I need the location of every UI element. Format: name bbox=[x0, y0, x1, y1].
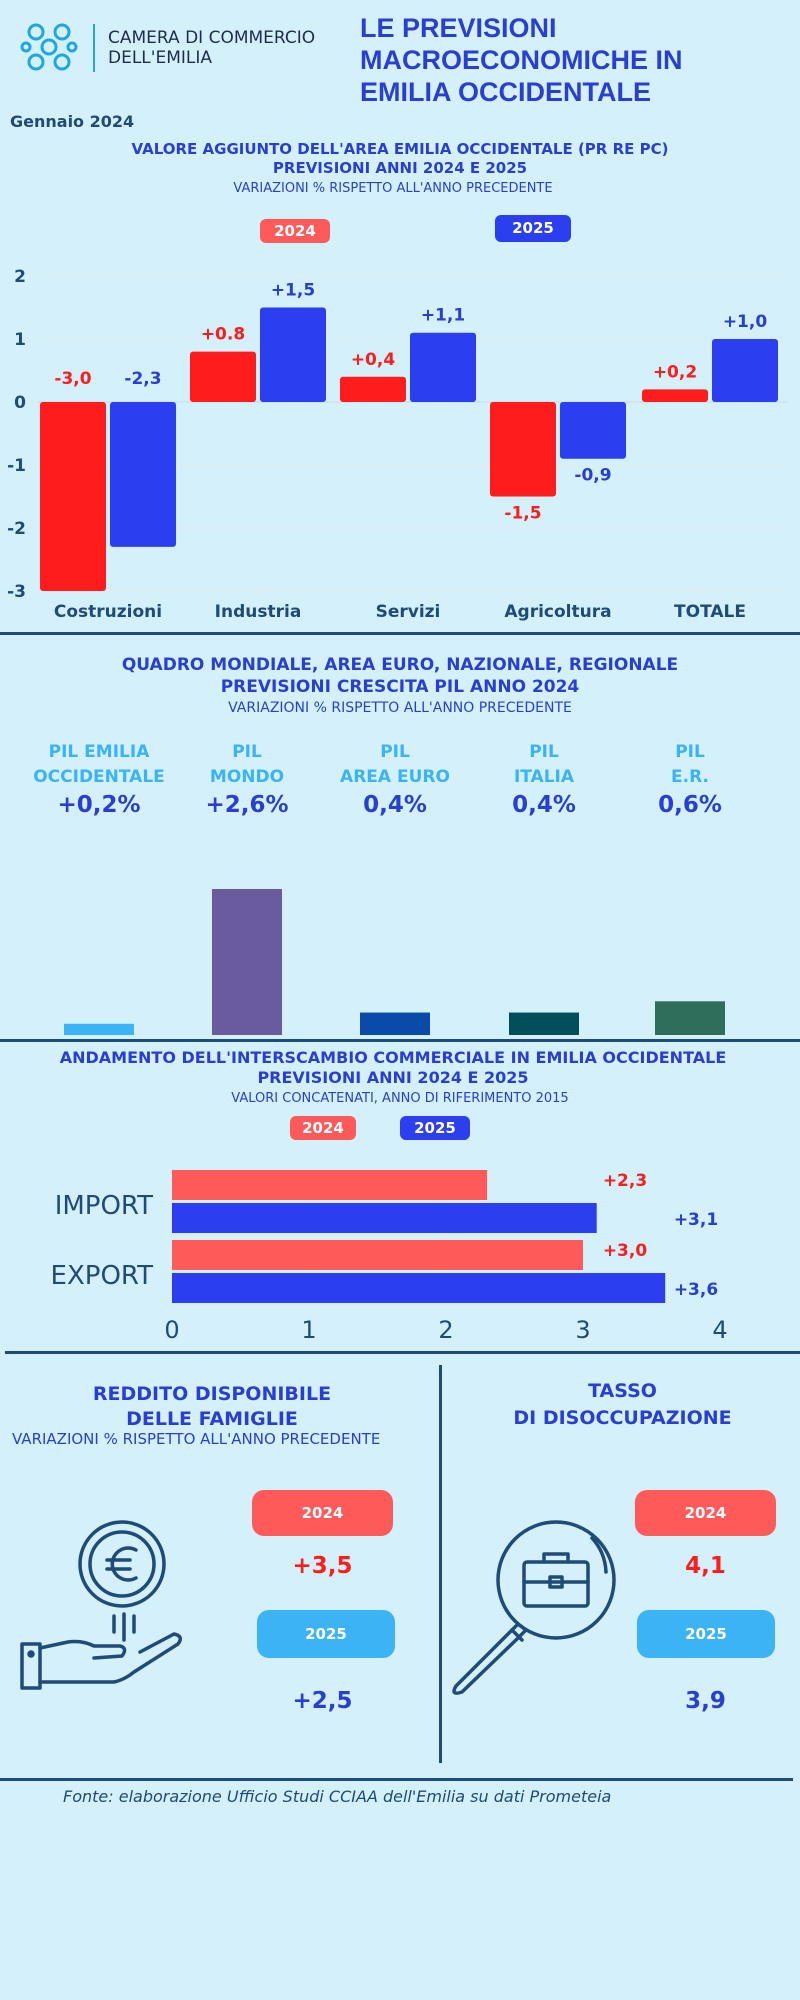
org-name bbox=[108, 28, 315, 68]
page-title-line1: LE PREVISIONI bbox=[360, 13, 557, 43]
gdp-category-label-line: AREA EURO bbox=[340, 767, 450, 787]
section1-title-line2: PREVISIONI ANNI 2024 E 2025 bbox=[272, 159, 528, 177]
bar-2024-costruzioni bbox=[40, 402, 106, 591]
value-added-chart bbox=[0, 250, 800, 630]
gdp-category-label-line: PIL bbox=[675, 742, 705, 762]
section1-title bbox=[0, 140, 800, 178]
page-title-line3: EMILIA OCCIDENTALE bbox=[360, 77, 651, 107]
page-title-line2: MACROECONOMICHE IN bbox=[360, 45, 683, 75]
gdp-value-label: +0,2% bbox=[57, 792, 141, 818]
gdp-category-label-line: PIL bbox=[380, 742, 410, 762]
gdp-category-label-line: MONDO bbox=[209, 767, 285, 787]
reddito-title-line1: REDDITO DISPONIBILE bbox=[92, 1383, 332, 1405]
data-label: +0,2 bbox=[652, 362, 698, 383]
section2-title bbox=[0, 654, 800, 698]
bar-2025-industria bbox=[260, 308, 326, 403]
trade-bar-2025-export bbox=[172, 1273, 665, 1303]
bar-2025-servizi bbox=[410, 333, 476, 402]
y-tick-label: -1 bbox=[7, 456, 26, 476]
gdp-bar bbox=[212, 889, 282, 1035]
x-tick-label: 4 bbox=[712, 1316, 728, 1344]
legend-2025: 2025 bbox=[495, 215, 571, 242]
y-category-label: IMPORT bbox=[54, 1191, 153, 1221]
trade-bar-2025-import bbox=[172, 1203, 597, 1233]
bar-2024-agricoltura bbox=[490, 402, 556, 497]
gdp-bar bbox=[360, 1013, 430, 1035]
trade-bar-2024-export bbox=[172, 1240, 583, 1270]
bar-2025-agricoltura bbox=[560, 402, 626, 459]
legend-2024: 2024 bbox=[260, 219, 330, 243]
tasso-title-line1: TASSO bbox=[588, 1380, 657, 1402]
tasso-title-line2: DI DISOCCUPAZIONE bbox=[513, 1407, 732, 1429]
tasso-value-2025: 3,9 bbox=[685, 1688, 726, 1714]
y-tick-label: 2 bbox=[14, 267, 26, 287]
data-label: -0,9 bbox=[574, 465, 612, 486]
reddito-subtitle: VARIAZIONI % RISPETTO ALL'ANNO PRECEDENTE bbox=[12, 1430, 381, 1448]
page-title bbox=[360, 12, 683, 108]
bar-2025-totale bbox=[712, 339, 778, 402]
gdp-growth-chart bbox=[0, 840, 800, 1040]
gdp-category-label-line: PIL bbox=[529, 742, 559, 762]
data-label: +1,5 bbox=[270, 280, 316, 301]
bar-2024-totale bbox=[642, 389, 708, 402]
section3-title-line1: ANDAMENTO DELL'INTERSCAMBIO COMMERCIALE IN EMILIA OCCIDENTALE bbox=[59, 1048, 727, 1067]
x-category-label: Costruzioni bbox=[53, 602, 163, 622]
x-tick-label: 1 bbox=[301, 1316, 317, 1344]
x-category-label: TOTALE bbox=[674, 602, 746, 622]
gdp-value-label: 0,4% bbox=[512, 792, 576, 818]
gdp-bar bbox=[509, 1013, 579, 1035]
y-tick-label: -3 bbox=[7, 582, 26, 602]
trade-legend-2025: 2025 bbox=[400, 1116, 470, 1140]
reddito-label-2024: 2024 bbox=[252, 1490, 393, 1536]
vertical-divider bbox=[439, 1365, 442, 1763]
data-label: -2,3 bbox=[124, 369, 162, 389]
bar-2024-servizi bbox=[340, 377, 406, 402]
data-label: +3,0 bbox=[602, 1241, 648, 1261]
divider-4 bbox=[0, 1778, 793, 1781]
section3-subtitle: VALORI CONCATENATI, ANNO DI RIFERIMENTO 2015 bbox=[231, 1091, 569, 1106]
report-date: Gennaio 2024 bbox=[10, 112, 135, 131]
section2-title-line1: QUADRO MONDIALE, AREA EURO, NAZIONALE, REGIONALE bbox=[121, 655, 679, 675]
divider-1 bbox=[0, 632, 800, 635]
data-label: -1,5 bbox=[504, 503, 542, 524]
gdp-category-label-line: OCCIDENTALE bbox=[33, 767, 165, 787]
gdp-bar bbox=[64, 1024, 134, 1035]
section1-title-line1: VALORE AGGIUNTO DELL'AREA EMILIA OCCIDENTALE (PR RE PC) bbox=[131, 140, 669, 158]
x-tick-label: 0 bbox=[164, 1316, 180, 1344]
gdp-category-label-line: ITALIA bbox=[513, 767, 575, 787]
x-tick-label: 3 bbox=[575, 1316, 591, 1344]
section3-title-line2: PREVISIONI ANNI 2024 E 2025 bbox=[257, 1068, 529, 1087]
tasso-label-2024: 2024 bbox=[635, 1490, 776, 1536]
reddito-value-2025: +2,5 bbox=[292, 1688, 353, 1714]
org-name-line2: DELL'EMILIA bbox=[108, 48, 212, 68]
source-note: Fonte: elaborazione Ufficio Studi CCIAA dell'Emilia su dati Prometeia bbox=[63, 1787, 612, 1806]
tasso-label-2025: 2025 bbox=[637, 1610, 775, 1658]
x-category-label: Servizi bbox=[375, 602, 441, 622]
data-label: +0.8 bbox=[200, 324, 246, 345]
gdp-value-label: 0,6% bbox=[658, 792, 722, 818]
divider-3 bbox=[5, 1351, 800, 1354]
tasso-value-2024: 4,1 bbox=[685, 1553, 726, 1579]
gdp-value-label: +2,6% bbox=[205, 792, 289, 818]
reddito-title-line2: DELLE FAMIGLIE bbox=[126, 1408, 298, 1430]
data-label: +3,1 bbox=[673, 1210, 719, 1230]
bar-2024-industria bbox=[190, 352, 256, 402]
data-label: +1,0 bbox=[722, 312, 768, 332]
trade-bar-2024-import bbox=[172, 1170, 487, 1200]
data-label: +1,1 bbox=[420, 305, 466, 326]
gdp-category-label-line: PIL EMILIA bbox=[48, 742, 150, 762]
x-category-label: Agricoltura bbox=[504, 602, 612, 622]
section1-subtitle: VARIAZIONI % RISPETTO ALL'ANNO PRECEDENTE bbox=[233, 181, 553, 196]
tasso-title bbox=[445, 1378, 800, 1432]
gdp-category-label bbox=[600, 740, 780, 790]
y-tick-label: 1 bbox=[14, 330, 26, 350]
data-label: +2,3 bbox=[602, 1171, 648, 1191]
trade-legend-2024: 2024 bbox=[290, 1116, 356, 1140]
section3-title bbox=[0, 1048, 786, 1088]
reddito-title bbox=[0, 1382, 424, 1432]
section2-subtitle: VARIAZIONI % RISPETTO ALL'ANNO PRECEDENTE bbox=[228, 700, 572, 716]
section2-title-line2: PREVISIONI CRESCITA PIL ANNO 2024 bbox=[220, 677, 580, 697]
y-tick-label: 0 bbox=[14, 393, 26, 413]
org-name-line1: CAMERA DI COMMERCIO bbox=[108, 28, 316, 48]
data-label: +3,6 bbox=[673, 1280, 719, 1300]
divider-2 bbox=[0, 1039, 800, 1042]
y-tick-label: -2 bbox=[7, 519, 26, 539]
reddito-label-2025: 2025 bbox=[257, 1610, 395, 1658]
trade-chart bbox=[0, 1150, 800, 1350]
euro-coin-hand-icon bbox=[18, 1518, 188, 1698]
logo-icon bbox=[20, 18, 78, 76]
gdp-bar bbox=[655, 1001, 725, 1035]
gdp-value-label: 0,4% bbox=[363, 792, 427, 818]
reddito-value-2024: +3,5 bbox=[292, 1553, 353, 1579]
data-label: +0,4 bbox=[350, 349, 396, 370]
gdp-category-label-line: E.R. bbox=[671, 767, 709, 787]
data-label: -3,0 bbox=[54, 369, 92, 389]
x-category-label: Industria bbox=[214, 602, 302, 622]
x-tick-label: 2 bbox=[438, 1316, 454, 1344]
logo-divider bbox=[93, 24, 95, 72]
bar-2025-costruzioni bbox=[110, 402, 176, 547]
y-category-label: EXPORT bbox=[50, 1261, 153, 1291]
magnifier-briefcase-icon bbox=[446, 1512, 626, 1698]
gdp-category-label-line: PIL bbox=[232, 742, 262, 762]
